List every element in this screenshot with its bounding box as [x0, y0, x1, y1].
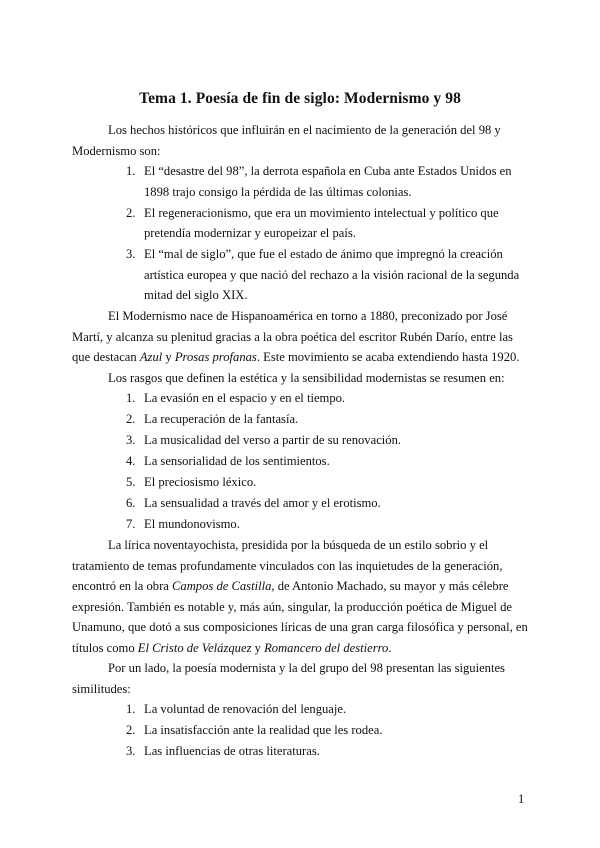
- work-title: Romancero del destierro: [264, 640, 389, 655]
- list-item: [72, 720, 528, 741]
- list-item-text: Las influencias de otras literaturas.: [144, 744, 320, 758]
- list-number: 1.: [126, 164, 136, 178]
- list-item-text: El preciosismo léxico.: [144, 475, 257, 489]
- list-item: [72, 699, 528, 720]
- text-run: .: [388, 640, 392, 655]
- text-run: y: [251, 640, 265, 655]
- list-item-text: El regeneracionismo, que era un movimiento intelectual y político que pretendía modernizar y europeizar el país.: [144, 205, 499, 240]
- intro-paragraph: Los hechos históricos que influirán en el nacimiento de la generación del 98 y Modernismo son:: [72, 123, 501, 158]
- hechos-list: [72, 161, 528, 306]
- document-page: [72, 88, 528, 762]
- similitudes-intro-paragraph: Por un lado, la poesía modernista y la del grupo del 98 presentan las siguientes similitudes:: [72, 661, 505, 696]
- page-number: 1: [518, 792, 525, 806]
- work-title: El Cristo de Velázquez: [137, 640, 252, 655]
- modernismo-paragraph: [72, 306, 528, 368]
- list-number: 6.: [126, 496, 136, 510]
- list-number: 2.: [126, 205, 136, 220]
- similitudes-list: [72, 699, 528, 762]
- list-item: [72, 430, 528, 451]
- list-item-text: El “desastre del 98”, la derrota española en Cuba ante Estados Unidos en 1898 trajo consigo la pérdida de las últimas colonias.: [144, 164, 512, 199]
- list-item-text: La sensualidad a través del amor y el erotismo.: [144, 496, 381, 510]
- list-number: 3.: [126, 433, 136, 447]
- text-run: El Modernismo nace de Hispanoamérica en torno a 1880, preconizado por José Martí, y alcanza su plenitud gracias a la obra poética del escritor Rubén Darío, entre las que destacan: [72, 309, 513, 364]
- list-item: [72, 388, 528, 409]
- text-run: La lírica noventayochista, presidida por la búsqueda de un estilo sobrio y el tratamiento de temas profundamente vinculados con las inquietudes de la generación, encontró en la obra: [72, 538, 503, 593]
- noventayochista-paragraph: [72, 535, 528, 658]
- list-item-text: La evasión en el espacio y en el tiempo.: [144, 391, 346, 405]
- list-item: [72, 161, 528, 202]
- list-item-text: La sensorialidad de los sentimientos.: [144, 454, 330, 468]
- list-item-text: La voluntad de renovación del lenguaje.: [144, 702, 347, 716]
- work-title: Prosas profanas: [174, 350, 257, 364]
- list-number: 3.: [126, 247, 136, 261]
- list-item: [72, 741, 528, 762]
- list-item-text: La insatisfacción ante la realidad que les rodea.: [144, 723, 383, 737]
- list-item-text: La musicalidad del verso a partir de su renovación.: [144, 433, 402, 447]
- list-number: 4.: [126, 454, 136, 468]
- rasgos-list: [72, 388, 528, 535]
- list-number: 5.: [126, 475, 136, 489]
- list-item: [72, 451, 528, 472]
- list-item: [72, 493, 528, 514]
- rasgos-intro-paragraph: Los rasgos que definen la estética y la sensibilidad modernistas se resumen en:: [108, 370, 505, 385]
- list-item: [72, 472, 528, 493]
- text-run: , de Antonio Machado, su mayor y más célebre expresión. También es notable y, más aún, singular, la producción poética de Miguel de Unamuno, que dotó a sus composiciones líricas de una gran carga filosófica y personal, en títulos como: [72, 579, 528, 655]
- list-number: 2.: [126, 723, 136, 737]
- list-number: 2.: [126, 412, 136, 426]
- page-title: Tema 1. Poesía de fin de siglo: Modernismo y 98: [139, 90, 461, 107]
- list-number: 7.: [126, 517, 136, 531]
- list-item: [72, 203, 528, 244]
- work-title: Campos de Castilla: [172, 579, 272, 593]
- list-number: 1.: [126, 702, 136, 716]
- list-item-text: El “mal de siglo”, que fue el estado de ánimo que impregnó la creación artística europea y que nació del rechazo a la visión racional de la segunda mitad del siglo XIX.: [144, 247, 520, 302]
- text-run: . Este movimiento se acaba extendiendo hasta 1920.: [256, 350, 520, 364]
- list-number: 3.: [126, 744, 136, 758]
- list-item: [72, 409, 528, 430]
- list-item: [72, 244, 528, 306]
- work-title: Azul: [139, 350, 163, 364]
- list-item-text: La recuperación de la fantasía.: [144, 412, 299, 426]
- list-item: [72, 514, 528, 535]
- text-run: y: [162, 350, 175, 364]
- list-item-text: El mundonovismo.: [144, 517, 240, 531]
- list-number: 1.: [126, 391, 136, 405]
